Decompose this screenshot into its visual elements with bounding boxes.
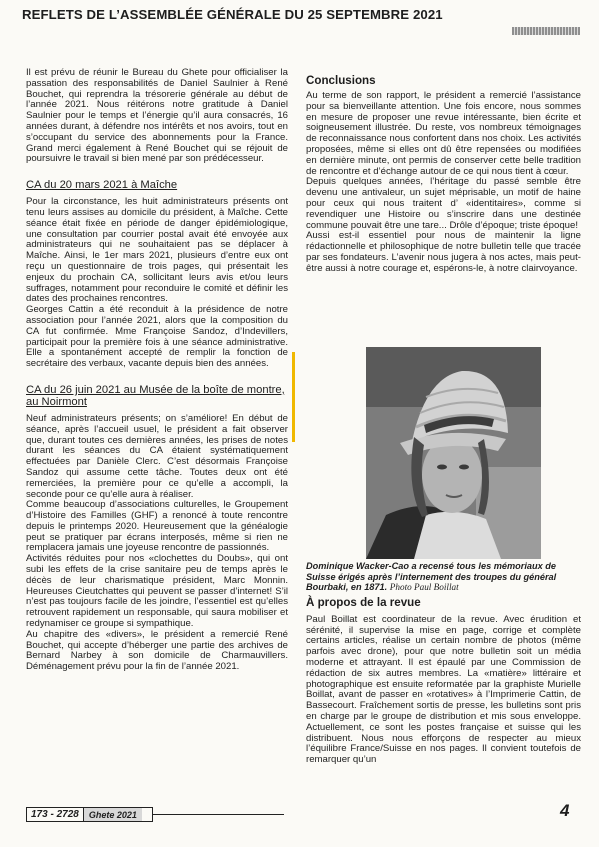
about-paragraph: Paul Boillat est coordinateur de la revue. Avec érudition et sérénité, il supervise la mise en page, corrige et complète certains articles, réalise un certain nombre de photos (même parfois avec drone), pour que notre bulletin soit un média moderne et attrayant. Il est épaulé par une Commission de rédaction de six autres membres. La «matière» littéraire et photographique est ensuite reformatée par la graphiste Murielle Boillat, avant de passer en «rotatives» à l’Imprimerie Cattin, de Bassecourt. Fraîchement sortis de presse, les bulletins sont pris en charge par le groupe de distribution et mis sous enveloppe. Actuellement, ce sont les postes française et suisse qui les distribuent. Nous nous efforçons de respecter au mieux l’équilibre France/Suisse en nos pages. Il convient toutefois de remarquer qu’un	[306, 613, 581, 766]
portrait-photo	[366, 347, 541, 559]
conclusions-paragraph-2: Depuis quelques années, l’héritage du passé semble être devenu une antivaleur, un sujet méprisable, un motif de haine pour ceux qui nous traitent d’ «identitaires», comme si revendiquer une Histoire ou s’inscrire dans une destinée commune pouvait être une tare... Drôle d’époque; triste époque!	[306, 176, 581, 231]
ca-mars-paragraph-1: Pour la circonstance, les huit administrateurs présents ont tenu leurs assises au domicile du président, à Maîche. Cette séance était fixée en période de danger épidémiologique, une consultation par courrier postal avait été envoyée aux administrateurs qui ne souhaitaient pas se déplacer à Maîche. Ainsi, le 1er mars 2021, plusieurs d’entre eux ont reçu un questionnaire de trois pages, qui présentait les enjeux du prochain CA, sollicitant leurs avis et/ou leurs suffrages, notamment pour reconduire le comité et définir les dates des prochaines rencontres.	[26, 196, 288, 305]
footer-rule	[152, 814, 284, 815]
about-section	[306, 598, 581, 766]
footer-issue-box	[26, 807, 153, 822]
right-column	[306, 75, 581, 275]
photo-credit: Photo Paul Boillat	[389, 582, 459, 593]
caption-text: Dominique Wacker-Cao a recensé tous les mémoriaux de Suisse érigés après l’internement des troupes du général Bourbaki, en 1871.	[306, 561, 557, 593]
yellow-accent-bar	[292, 352, 295, 442]
ca-mars-paragraph-2: Georges Cattin a été reconduit à la présidence de notre association pour l’année 2021, alors que la composition du CA fut confirmée. Mme Françoise Sandoz, d’Indevillers, participait pour la première fois à une séance administrative. Elle a spontanément accepté de remplir la fonction de secrétaire des verbaux, vacante depuis bien des années.	[26, 304, 288, 370]
page-number: 4	[560, 801, 570, 820]
header-decoration-bar	[512, 27, 580, 35]
ca-juin-paragraph-4: Au chapitre des «divers», le président a remercié René Bouchet, qui accepte d’héberger une partie des archives de Bernard Narbey à son domicile de Charmauvillers. Déménagement prévu pour la fin de l’année 2021.	[26, 628, 288, 673]
section-heading-ca-juin: CA du 26 juin 2021 au Musée de la boîte de montre, au Noirmont	[26, 383, 285, 408]
conclusions-paragraph-3: Aussi est-il essentiel pour nous de maintenir la ligne rédactionnelle et philosophique de notre bulletin telle que tracée par ses fondateurs. L’avenir nous jugera à nos actes, mais peut-être aussi à notre courage et, espérons-le, à notre clairvoyance.	[306, 230, 581, 274]
magazine-name: Ghete 2021	[83, 808, 142, 821]
section-heading-ca-mars: CA du 20 mars 2021 à Maîche	[26, 179, 178, 192]
conclusions-heading: Conclusions	[306, 74, 376, 87]
issue-number: 173 - 2728	[31, 809, 79, 820]
page-title: REFLETS DE L’ASSEMBLÉE GÉNÉRALE DU 25 SEPTEMBRE 2021	[22, 7, 443, 22]
ca-juin-paragraph-1: Neuf administrateurs présents; on s’améliore! En début de séance, après l’accueil usuel, le président a fait observer que, durant toutes ces dernières années, les prises de notes durant les séances du CA étaient systématiquement effectuées par Danièle Clerc. C’est désormais Françoise Sandoz qui assume cette tâche. Toutes deux ont été remerciées, la première pour ce qu’elle a accompli, la seconde pour ce qu’elle aura à réaliser.	[26, 412, 288, 500]
conclusions-paragraph-1: Au terme de son rapport, le président a remercié l’assistance pour sa bienveillante attention. Une fois encore, nous sommes en mesure de proposer une revue intéressante, bien écrite et soigneusement illustrée. Du reste, vos nombreux témoignages de reconnaissance nous confortent dans nos choix. Les activités proposées, même si elles ont dû être repensées ou modifiées en dernière minute, ont permis de conserver cette belle tradition de rencontre et d’échange autour de ce qui nous tient à cœur.	[306, 90, 581, 177]
left-column	[26, 68, 288, 673]
ca-juin-paragraph-2: Comme beaucoup d’associations culturelles, le Groupement d’Histoire des Familles (GHF) a renoncé à toute rencontre depuis le printemps 2020. Heureusement que la généalogie peut se pratiquer par écrans interposés, même si rien ne remplacera jamais une joyeuse rencontre de passionnés.	[26, 499, 288, 554]
ca-juin-paragraph-3: Activités réduites pour nos «clochettes du Doubs», qui ont subi les effets de la crise sanitaire peu de temps après le décès de leur charismatique président, Marc Monnin. Heureuses Cieutchattes qui peuvent se passer d’internet! S’il n’est pas toujours facile de les joindre, l’essentiel est qu’elles retrouvent rapidement un responsable, qui saura mobiliser et redynamiser ce groupe si sympathique.	[26, 553, 288, 630]
about-heading: À propos de la revue	[306, 596, 421, 609]
photo-caption	[306, 561, 582, 593]
intro-paragraph: Il est prévu de réunir le Bureau du Ghete pour officialiser la passation des responsabilités de Daniel Saulnier à René Bouchet, qui reprendra la trésorerie générale au début de l’année 2021. Nous réitérons notre gratitude à Daniel Saulnier pour le temps et l’énergie qu’il aura consacrés, 16 années durant, à défendre nos intérêts et nos avoirs, tout en s’occupant du service des abonnements pour la France. Grand merci également à René Bouchet qui se réjouit de poursuivre le travail si bien mené par son prédécesseur.	[26, 67, 288, 165]
woman-in-hat-image	[366, 347, 541, 559]
